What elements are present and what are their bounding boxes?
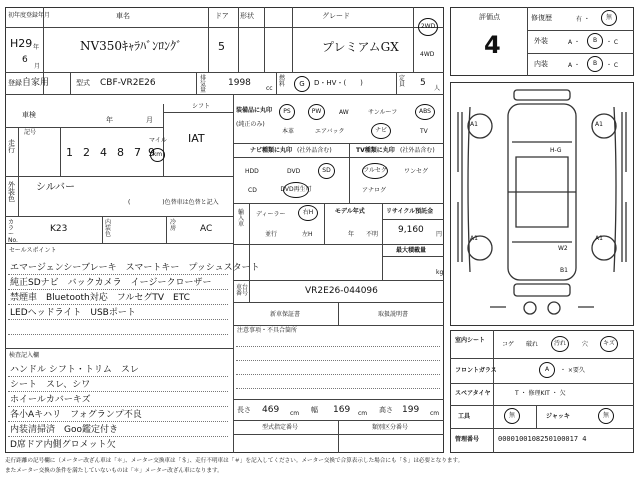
interior-seat-label: 室内シート — [455, 337, 486, 344]
tools-none-circle — [504, 408, 520, 424]
equip-abs: ABS — [419, 108, 431, 115]
mileage-place-label: 記号 — [24, 129, 37, 136]
length-label: 長さ — [237, 406, 251, 414]
footer-note-1: 走行距離の記号欄に（メーター改ざん車は「＊」、メーター交換車は「＄」、走行不明車は「＃」を記入してください。メーター交換で合算表示した場合にも「＄」は必要となります。 — [5, 458, 464, 464]
width-label: 幅 — [311, 406, 318, 414]
front-glass-a: A — [544, 366, 550, 373]
inspector-note-2: シート スレ、シワ — [10, 380, 91, 390]
length-unit: cm — [290, 410, 300, 417]
repair-none: 無 — [605, 14, 612, 21]
seat-stain-circle — [551, 336, 569, 352]
equipment-sublabel: (純正のみ) — [236, 121, 265, 128]
spare-tire-label: スペアタイヤ — [455, 390, 491, 397]
inspector-note-5: 内装清掃済 Goo鑑定付き — [10, 425, 118, 435]
grade-value: プレミアムGX — [322, 40, 399, 54]
navi-cd: CD — [248, 187, 257, 194]
capacity-value: 5 — [420, 78, 426, 88]
drive-2wd-circle — [418, 18, 438, 36]
first-reg-label: 初年度登録年月 — [8, 12, 51, 19]
aircon-label: 冷房 — [170, 219, 177, 232]
navi-note: (社外品含む) — [297, 147, 332, 154]
fuel-g: G — [299, 79, 305, 88]
seat-hole: 穴 — [582, 341, 589, 348]
drive-2wd: 2WD — [420, 23, 436, 30]
spare-tire-options: T ・ 修理KIT ・ 欠 — [515, 390, 566, 397]
equipment-label: 装備品に丸印 — [236, 107, 273, 114]
first-reg-month: 6 — [22, 55, 28, 65]
aircon-value: AC — [200, 224, 213, 234]
equip-leather: 本革 — [282, 128, 295, 135]
navi-dvd-play: DVD再生可 — [280, 186, 312, 193]
mileage-digit-2: 2 — [83, 146, 90, 159]
shift-value: IAT — [188, 132, 205, 145]
model-label: 型式 — [76, 79, 90, 87]
exterior-label: 外装色 — [8, 181, 15, 203]
front-glass-other: ・ ×要久 — [560, 367, 585, 374]
footer-note-2: またメーター交換の条件を満たしていないものは「＊」メーター改ざん車になります。 — [5, 468, 223, 474]
exterior-grade-a: A ・ — [568, 39, 581, 46]
tools-label: 工具 — [458, 413, 471, 420]
color-no-value: K23 — [50, 224, 68, 234]
import-right-h-circle — [298, 205, 318, 221]
tv-note: (社外品含む) — [400, 147, 435, 154]
equip-navi: ナビ — [374, 127, 387, 134]
selling-point-1: エマージェンシーブレーキ スマートキー プッシュスタート — [10, 263, 260, 273]
first-reg-month-suffix: 月 — [34, 63, 41, 70]
doors-label: ドア — [215, 12, 229, 20]
diagram-mark-1: A1 — [470, 121, 478, 128]
max-load-unit: kg — [436, 269, 444, 276]
equip-tv: TV — [420, 128, 428, 135]
front-glass-a-circle — [539, 362, 555, 378]
height-label: 高さ — [379, 406, 393, 414]
equip-airbag: エアバック — [315, 128, 345, 135]
car-name-label: 車名 — [116, 12, 130, 20]
import-dealer: ディーラー — [256, 211, 286, 218]
mileage-digit-6: 9 — [148, 146, 155, 159]
diagram-mark-7: B1 — [560, 267, 568, 274]
first-reg-year-suffix: 年 — [33, 44, 40, 51]
exterior-color: シルバー — [36, 182, 76, 193]
tv-label: TV種類に丸印 — [356, 147, 395, 154]
jack-none-circle — [598, 408, 614, 424]
model-year-unknown: 不明 — [366, 231, 379, 238]
width-value: 169 — [333, 405, 351, 415]
seat-stain: 汚れ — [553, 340, 566, 347]
equip-ps-circle — [279, 104, 295, 120]
mileage-km-circle — [150, 148, 165, 162]
exterior-grade-b: B — [592, 37, 598, 44]
mileage-label: 走行 — [8, 139, 15, 154]
diagram-mark-3: H-G — [550, 147, 562, 154]
diagram-mark-6: A1 — [595, 235, 603, 242]
selling-points-label: セールスポイント — [9, 247, 57, 254]
navi-dvd: DVD — [287, 168, 301, 175]
drive-4wd: 4WD — [420, 51, 435, 58]
chassis-label: 車台番号 — [236, 284, 249, 297]
import-right-h: 右H — [302, 209, 314, 216]
recycle-unit: 円 — [436, 231, 443, 238]
navi-sd: SD — [322, 167, 331, 174]
import-label: 輸入車 — [238, 209, 245, 228]
navi-hdd: HDD — [245, 168, 259, 175]
first-reg-year: H29 — [10, 37, 33, 50]
recycle-value: 9,160 — [398, 225, 424, 235]
shift-label: シフト — [192, 103, 211, 110]
interior-grade-c: ・ C — [606, 62, 619, 69]
equip-pw: PW — [311, 108, 322, 115]
mileage-digit-3: 4 — [100, 146, 107, 159]
displacement-label: 排気量 — [200, 75, 207, 94]
import-parallel: 並行 — [265, 231, 278, 238]
exterior-note: ( )色替車は色替と記入 — [128, 199, 219, 206]
seat-tear: 破れ — [526, 341, 539, 348]
length-value: 469 — [262, 405, 280, 415]
repair-options: 有 ・ — [576, 16, 590, 23]
inspection-label: 車検 — [22, 111, 36, 119]
registration-label: 登録 — [8, 79, 22, 87]
height-unit: cm — [430, 410, 440, 417]
car-name: NV350ｷｬﾗﾊﾞﾝﾛﾝｸﾞ — [80, 39, 183, 53]
equip-navi-circle — [371, 123, 391, 139]
diagram-mark-4: A1 — [470, 235, 478, 242]
manual: 取扱説明書 — [378, 311, 409, 318]
repair-label: 修復歴 — [531, 14, 552, 22]
max-load-label: 最大積載量 — [396, 247, 427, 254]
width-unit: cm — [358, 410, 368, 417]
score-label: 評価点 — [479, 13, 500, 21]
category-number: 類別区分番号 — [372, 424, 409, 431]
management-value: 0000100108250100017 4 — [498, 435, 587, 443]
navi-label: ナビ種類に丸印 — [250, 147, 293, 154]
interior-grade-a: A ・ — [568, 62, 581, 69]
inspection-month: 月 — [146, 116, 153, 124]
jack-none: 無 — [602, 412, 609, 419]
mileage-unit-miles: マイル — [149, 137, 167, 144]
model-year-year: 年 — [348, 231, 355, 238]
type-designation: 型式指定番号 — [262, 424, 299, 431]
height-value: 199 — [402, 405, 420, 415]
inspector-note-4: 各小Aキハリ フォグランプ不良 — [10, 410, 142, 420]
capacity-unit: 人 — [434, 85, 441, 92]
recycle-label: リサイクル預託金 — [386, 208, 434, 215]
registration-value: 自家用 — [22, 78, 50, 88]
color-no-label: カラーNo. — [8, 219, 18, 244]
inspector-note-3: ホイールカバーキズ — [10, 395, 91, 405]
interior-grade-b: B — [592, 60, 598, 67]
exterior-grade-label: 外装 — [534, 37, 548, 45]
equip-sunroof: サンルーフ — [368, 109, 398, 116]
doors-value: 5 — [218, 40, 225, 53]
tv-fullseg-circle — [362, 163, 388, 179]
equip-pw-circle — [308, 104, 325, 120]
chassis-value: VR2E26-044096 — [305, 286, 378, 296]
interior-color-label: 内装色 — [105, 219, 112, 238]
equip-abs-circle — [415, 104, 435, 120]
mileage-digit-1: 1 — [66, 146, 73, 159]
management-label: 管理番号 — [455, 436, 480, 443]
interior-grade-b-circle — [587, 56, 603, 72]
fuel-options: D・HV・( ) — [314, 79, 363, 87]
tv-analog: アナログ — [362, 187, 387, 194]
seat-scratch: キズ — [603, 340, 615, 347]
new-warranty: 新車保証書 — [270, 311, 301, 318]
car-damage-diagram — [450, 82, 634, 326]
equip-ps: PS — [283, 108, 291, 115]
jack-label: ジャッキ — [546, 413, 570, 420]
selling-point-2: 純正SDナビ バックカメラ イージークローザー — [10, 278, 212, 288]
score-value: 4 — [484, 31, 501, 59]
exterior-grade-b-circle — [587, 33, 603, 49]
navi-dvd-play-circle — [280, 182, 312, 198]
inspector-note-6: D席ドア内側グロメット欠 — [10, 440, 116, 450]
fuel-label: 燃料 — [279, 75, 286, 88]
capacity-label: 定員 — [399, 75, 406, 88]
equip-aw: AW — [339, 109, 349, 116]
navi-sd-circle — [318, 163, 335, 179]
selling-point-3: 禁煙車 Bluetooth対応 フルセグTV ETC — [10, 293, 190, 303]
inspector-notes-label: 検査記入欄 — [9, 352, 40, 359]
front-glass-label: フロントガラス — [455, 367, 497, 374]
notes-label: 注意事項・不具合箇所 — [237, 327, 298, 334]
tools-none: 無 — [508, 412, 515, 419]
tv-oneseg: ワンセグ — [404, 168, 429, 175]
tv-fullseg: フルセグ — [363, 167, 387, 174]
inspection-year: 年 — [106, 116, 113, 124]
model-value: CBF-VR2E26 — [100, 78, 156, 88]
fuel-g-circle — [294, 76, 310, 92]
mileage-km: km — [152, 151, 163, 158]
model-year-label: モデル年式 — [335, 208, 365, 215]
mileage-digit-5: 7 — [134, 146, 141, 159]
import-left-h: 左H — [302, 231, 313, 238]
interior-grade-label: 内装 — [534, 60, 548, 68]
grade-label: グレード — [322, 12, 350, 20]
displacement-value: 1998 — [228, 78, 251, 88]
shape-label: 形状 — [240, 12, 254, 20]
selling-point-4: LEDヘッドライト USBポート — [10, 308, 136, 318]
diagram-mark-5: W2 — [558, 245, 568, 252]
mileage-digit-4: 8 — [117, 146, 124, 159]
repair-none-circle — [601, 10, 617, 26]
diagram-mark-2: A1 — [595, 121, 603, 128]
cc-unit: cc — [266, 85, 273, 92]
exterior-grade-c: ・ C — [606, 39, 619, 46]
seat-burn: コゲ — [502, 341, 515, 348]
seat-scratch-circle — [600, 336, 618, 352]
inspector-note-1: ハンドル シフト・トリム スレ — [10, 365, 139, 375]
